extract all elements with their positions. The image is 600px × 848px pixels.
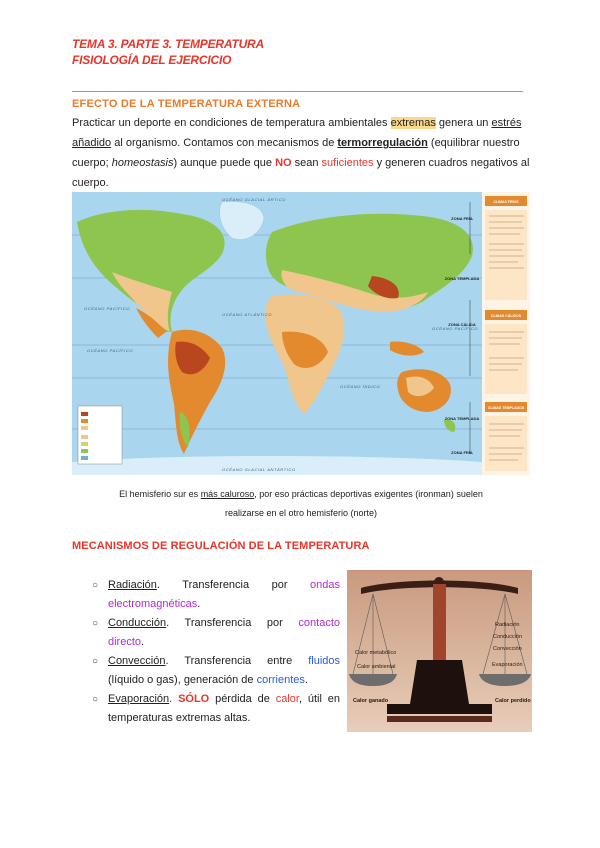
text: , por eso prácticas deportivas exigentes (ironman) suelen bbox=[254, 489, 483, 499]
highlight-ondas: ondas electromagnéticas bbox=[108, 579, 340, 610]
list-item-evaporacion bbox=[92, 690, 340, 728]
term-conveccion: Convección bbox=[108, 655, 166, 667]
bullet-icon: ○ bbox=[92, 618, 99, 629]
text: . bbox=[169, 693, 179, 705]
list-item-radiacion bbox=[92, 576, 340, 614]
text: . bbox=[197, 598, 201, 610]
document-header bbox=[72, 36, 264, 68]
text: y generen cuadros negativos al cuerpo. bbox=[72, 157, 530, 189]
label-atlantic: OCÉANO ATLÁNTICO bbox=[222, 312, 273, 317]
landmass-antarctica bbox=[72, 456, 482, 475]
map-caption bbox=[72, 485, 530, 523]
term-evaporacion: Evaporación bbox=[108, 693, 170, 705]
caption-line-1 bbox=[72, 485, 530, 504]
caption-line-2: realizarse en el otro hemisferio (norte) bbox=[224, 508, 378, 518]
label-pacific-n: OCÉANO PACÍFICO bbox=[84, 306, 131, 311]
label-conveccion: Convección bbox=[493, 646, 522, 652]
label-calor-ambiental: Calor ambiental bbox=[357, 664, 396, 670]
text: ) aunque puede que bbox=[173, 157, 276, 169]
text: al organismo. Contamos con mecanismos de bbox=[111, 137, 338, 149]
highlight-extremas: extremas bbox=[390, 117, 436, 129]
label-zona-fria-s: ZONA FRÍA bbox=[451, 450, 473, 455]
label-zona-templada-n: ZONA TEMPLADA bbox=[444, 276, 480, 281]
text: pérdida de bbox=[209, 693, 276, 705]
bullet-icon: ○ bbox=[92, 694, 99, 705]
red-no: NO bbox=[275, 157, 292, 169]
climate-world-map bbox=[72, 192, 530, 475]
panel-body-hot bbox=[485, 324, 527, 394]
label-evaporacion: Evaporación bbox=[492, 662, 523, 668]
mechanisms-list bbox=[92, 576, 340, 728]
text: . Transferencia por bbox=[166, 617, 299, 629]
text: . Transferencia por bbox=[156, 579, 311, 591]
text: Practicar un deporte en condiciones de temperatura ambientales bbox=[72, 117, 391, 129]
label-radiacion: Radiación bbox=[495, 622, 520, 628]
underline-mas-caluroso: más caluroso bbox=[200, 489, 255, 499]
text: (líquido o gas), generación de bbox=[108, 674, 257, 686]
scale-base-plinth bbox=[387, 716, 492, 722]
label-zona-templada-s: ZONA TEMPLADA bbox=[444, 416, 480, 421]
map-legend-swatches bbox=[81, 412, 88, 460]
heat-balance-scale bbox=[347, 570, 532, 732]
text: . Transferencia entre bbox=[165, 655, 309, 667]
term-radiacion: Radiación bbox=[108, 579, 157, 591]
label-arctic: OCÉANO GLACIAL ÁRTICO bbox=[222, 197, 287, 202]
text: . bbox=[304, 674, 308, 686]
red-suficientes: suficientes bbox=[321, 157, 374, 169]
label-pacific-e: OCÉANO PACÍFICO bbox=[432, 326, 479, 331]
list-item-conduccion bbox=[92, 614, 340, 652]
label-calor-ganado: Calor ganado bbox=[353, 698, 389, 704]
term-conduccion: Conducción bbox=[108, 617, 167, 629]
scale-base-bottom bbox=[387, 704, 492, 714]
highlight-contacto: contacto directo bbox=[108, 617, 340, 648]
section-title-mecanismos: MECANISMOS DE REGULACIÓN DE LA TEMPERATURA bbox=[72, 540, 370, 552]
label-zona-fria: ZONA FRÍA bbox=[451, 216, 473, 221]
text: , útil en temperaturas extremas altas. bbox=[108, 693, 340, 724]
bold-termorregulacion: termorregulación bbox=[337, 137, 428, 149]
text: genera un bbox=[435, 117, 492, 129]
list-item-conveccion bbox=[92, 652, 340, 690]
highlight-calor: calor bbox=[275, 693, 299, 705]
highlight-corrientes: corrientes bbox=[256, 674, 305, 686]
bullet-icon: ○ bbox=[92, 656, 99, 667]
label-antarctic: OCÉANO GLACIAL ANTÁRTICO bbox=[222, 467, 296, 472]
panel-body-cold bbox=[485, 210, 527, 300]
header-divider bbox=[72, 91, 523, 92]
underline-estres: estrés añadido bbox=[72, 117, 522, 149]
section-title-efecto: EFECTO DE LA TEMPERATURA EXTERNA bbox=[72, 98, 301, 110]
strong-solo: SÓLO bbox=[178, 693, 210, 705]
label-calor-perdido: Calor perdido bbox=[495, 698, 531, 704]
scale-base-top bbox=[410, 660, 469, 704]
text: sean bbox=[291, 157, 322, 169]
label-zona-calida: ZONA CÁLIDA bbox=[448, 322, 476, 327]
label-indico: OCÉANO ÍNDICO bbox=[340, 384, 381, 389]
panel-title-cold: CLIMAS FRÍOS bbox=[493, 200, 519, 204]
label-pacific-s: OCÉANO PACÍFICO bbox=[87, 348, 134, 353]
panel-title-temperate: CLIMAS TEMPLADOS bbox=[487, 406, 525, 410]
panel-title-hot: CLIMAS CÁLIDOS bbox=[490, 314, 522, 318]
label-calor-metabolico: Calor metabólico bbox=[355, 650, 397, 656]
text: El hemisferio sur es bbox=[119, 489, 201, 499]
text: . bbox=[141, 636, 145, 648]
header-line-2: FISIOLOGÍA DEL EJERCICIO bbox=[72, 53, 232, 67]
text: (equilibrar nuestro cuerpo; bbox=[72, 137, 520, 169]
intro-paragraph bbox=[72, 113, 530, 193]
italic-homeostasis: homeostasis bbox=[111, 157, 174, 169]
label-conduccion: Conducción bbox=[493, 634, 523, 640]
highlight-fluidos: fluidos bbox=[308, 655, 340, 667]
bullet-icon: ○ bbox=[92, 580, 99, 591]
header-line-1: TEMA 3. PARTE 3. TEMPERATURA bbox=[72, 37, 264, 51]
